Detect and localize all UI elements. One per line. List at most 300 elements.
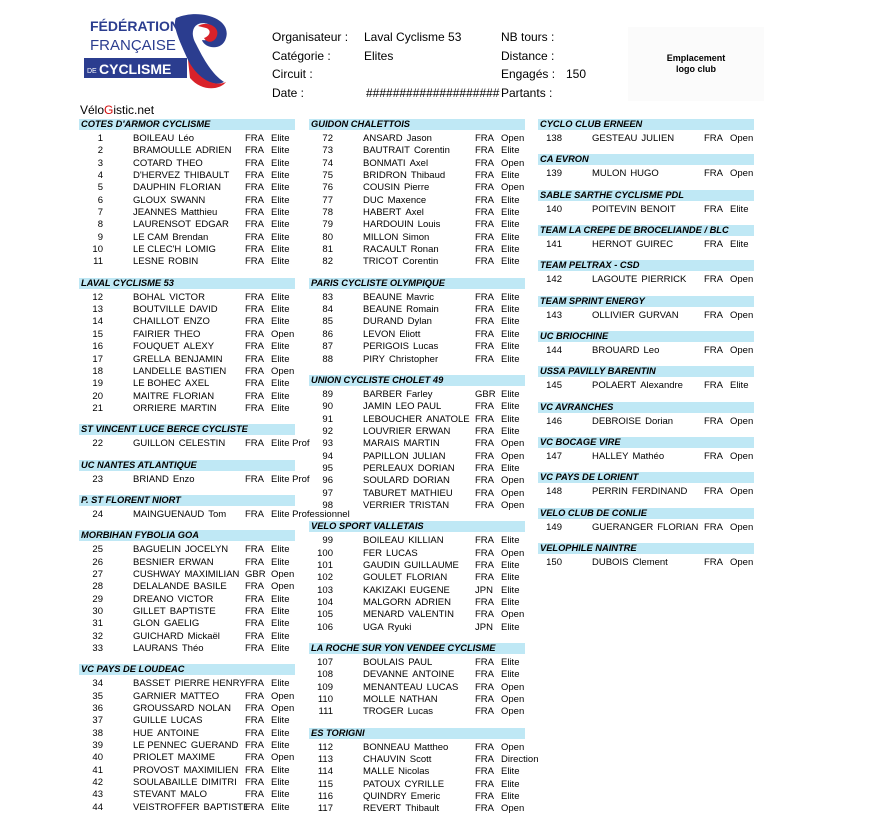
team-gap (538, 499, 754, 508)
rider-category: Elite (271, 643, 290, 654)
rider-lastname: BOILEAU (363, 535, 405, 547)
rider-row (79, 256, 295, 268)
rider-category: Open (501, 157, 525, 169)
rider-nationality: FRA (245, 643, 264, 654)
team-header (538, 402, 754, 414)
rider-firstname: CELESTIN (178, 438, 226, 450)
rider-firstname: ADRIEN (195, 145, 232, 157)
rider-row (538, 133, 754, 145)
rider-name (363, 195, 426, 207)
rider-category: Elite (271, 402, 290, 414)
rider-category: Open (271, 365, 295, 377)
rider-nationality: FRA (245, 194, 264, 206)
rider-row (79, 691, 295, 703)
rider-nationality: FRA (245, 690, 264, 702)
rider-name (592, 416, 673, 428)
rider-number: 109 (317, 681, 333, 693)
rider-lastname: LANDELLE (133, 365, 182, 377)
rider-row (309, 341, 525, 353)
rider-lastname: GLOUX (133, 194, 167, 206)
rider-firstname: Nicolas (398, 766, 430, 778)
rider-nationality: FRA (245, 353, 264, 365)
rider-firstname: VALENTIN (408, 609, 454, 621)
rider-nationality: FRA (475, 475, 494, 487)
rider-lastname: DUBOIS (592, 557, 629, 569)
rider-nationality: FRA (475, 681, 494, 693)
rider-name (363, 438, 440, 450)
rider-nationality: FRA (475, 803, 494, 815)
rider-category: Elite (501, 219, 520, 231)
rider-category: Open (501, 450, 525, 462)
rider-firstname: Farley (406, 388, 433, 400)
rider-firstname: Mathéo (632, 451, 665, 463)
rider-firstname: Lucas (412, 341, 439, 353)
rider-number: 24 (92, 508, 103, 520)
rider-name (133, 403, 217, 415)
rider-name (133, 740, 238, 752)
date-value: #################### (366, 86, 500, 100)
rider-number: 33 (92, 643, 103, 654)
rider-row (79, 802, 295, 814)
rider-number: 7 (97, 207, 103, 219)
rider-firstname: MAXIME (177, 752, 216, 764)
rider-number: 23 (92, 473, 103, 485)
team-header (79, 119, 295, 131)
rider-nationality: FRA (245, 256, 264, 268)
rider-name (363, 500, 449, 512)
team-gap (309, 269, 525, 278)
rider-firstname: BAPTISTE (169, 605, 216, 617)
rider-number: 37 (92, 715, 103, 727)
rider-firstname: THIBAULT (184, 170, 230, 182)
rider-nationality: FRA (475, 341, 494, 353)
rider-row (309, 572, 525, 584)
rider-row (309, 292, 525, 304)
rider-nationality: FRA (704, 380, 723, 392)
rider-firstname: LUCAS (386, 547, 418, 559)
rider-row (79, 715, 295, 727)
rider-category: Open (501, 182, 525, 194)
rider-row (309, 256, 525, 268)
rider-row (309, 232, 525, 244)
rider-row (79, 544, 295, 556)
team-gap (79, 486, 295, 495)
rider-category: Open (501, 438, 525, 450)
rider-category: Elite (271, 618, 290, 630)
rider-number: 78 (322, 207, 333, 219)
rider-nationality: FRA (475, 597, 494, 608)
rider-firstname: GURVAN (638, 309, 679, 321)
rider-nationality: FRA (704, 133, 723, 144)
rider-nationality: FRA (475, 791, 494, 803)
rider-row (79, 391, 295, 403)
rider-lastname: GLON (133, 618, 160, 630)
rider-name (363, 354, 438, 366)
rider-lastname: MAINGUENAUD (133, 508, 205, 520)
rider-lastname: GAUDIN (363, 559, 400, 571)
rider-nationality: FRA (245, 556, 264, 568)
rider-firstname: VICTOR (177, 593, 214, 605)
rider-firstname: Simon (402, 231, 430, 243)
rider-name (363, 754, 431, 766)
rider-firstname: FLORIAN (172, 390, 215, 402)
rider-row (309, 585, 525, 597)
rider-firstname: BASILE (193, 581, 227, 593)
team-header (79, 530, 295, 542)
rider-row (309, 329, 525, 341)
rider-number: 91 (322, 413, 333, 425)
rider-row (538, 310, 754, 322)
rider-name (133, 631, 220, 643)
rider-lastname: VERRIER (363, 499, 406, 511)
rider-category: Elite (271, 133, 290, 144)
rider-lastname: DELALANDE (133, 581, 190, 593)
rider-number: 30 (92, 605, 103, 617)
rider-nationality: FRA (475, 487, 494, 499)
rider-firstname: Thibaud (410, 170, 446, 182)
team-name: ES TORIGNI (309, 728, 525, 739)
rider-category: Elite (501, 462, 520, 474)
rider-nationality: FRA (245, 145, 264, 157)
rider-nationality: FRA (475, 766, 494, 778)
rider-category: Open (501, 487, 525, 499)
rider-name (133, 292, 205, 304)
rider-firstname: NATHAN (399, 694, 438, 706)
rider-lastname: UGA (363, 621, 384, 633)
rider-lastname: GARNIER (133, 690, 177, 702)
rider-number: 18 (92, 365, 103, 377)
rider-row (79, 244, 295, 256)
rider-name (363, 292, 434, 304)
team-gap (538, 145, 754, 154)
team-gap (79, 451, 295, 460)
rider-row (309, 669, 525, 681)
rider-row (309, 548, 525, 560)
rider-firstname: ERWAN (178, 556, 214, 568)
rider-firstname: MARTIN (403, 438, 440, 450)
rider-lastname: LE BOHEC (133, 378, 182, 390)
rider-nationality: FRA (475, 450, 494, 462)
rider-number: 32 (92, 630, 103, 642)
rider-name (363, 791, 440, 803)
rider-nationality: FRA (475, 316, 494, 328)
rider-nationality: FRA (704, 239, 723, 251)
rider-row (309, 158, 525, 170)
rider-nationality: FRA (475, 291, 494, 303)
rider-category: Elite Prof (271, 438, 310, 450)
rider-row (79, 329, 295, 341)
rider-category: Elite Prof (271, 473, 310, 485)
rider-number: 110 (317, 694, 333, 706)
rider-firstname: ALEXY (183, 341, 215, 353)
rider-lastname: GESTEAU (592, 133, 638, 144)
rider-category: Elite (501, 597, 520, 608)
rider-row (79, 618, 295, 630)
rider-nationality: FRA (475, 559, 494, 571)
rider-firstname: GUERAND (190, 740, 239, 752)
rider-number: 16 (92, 341, 103, 353)
team-header (538, 119, 754, 131)
rider-category: Elite (501, 401, 520, 413)
logo-text-federation: FÉDÉRATION (90, 18, 180, 34)
rider-category: Elite (501, 145, 520, 157)
rider-number: 6 (97, 194, 103, 206)
rider-category: Elite (501, 657, 520, 669)
rider-row (79, 728, 295, 740)
rider-number: 150 (546, 557, 562, 569)
rider-firstname: THEO (176, 157, 203, 169)
rider-number: 40 (92, 752, 103, 764)
rider-name (592, 451, 664, 463)
rider-name (133, 341, 214, 353)
rider-lastname: GROUSSARD (133, 703, 195, 715)
rider-number: 28 (92, 581, 103, 593)
rider-name (363, 304, 439, 316)
rider-nationality: FRA (245, 157, 264, 169)
rider-category: Elite (271, 777, 290, 789)
team-header (309, 375, 525, 387)
rider-number: 76 (322, 182, 333, 194)
rider-lastname: HERNOT (592, 239, 633, 251)
rider-lastname: REVERT (363, 803, 402, 815)
rider-number: 100 (317, 547, 333, 559)
rider-firstname: Matthieu (180, 207, 218, 219)
rider-name (133, 219, 229, 231)
rider-row (538, 522, 754, 534)
rider-firstname: MATHIEU (410, 487, 453, 499)
rider-nationality: JPN (475, 584, 493, 596)
rider-name (133, 158, 203, 170)
rider-nationality: FRA (245, 402, 264, 414)
rider-nationality: FRA (245, 544, 264, 556)
rider-lastname: BARBER (363, 388, 403, 400)
rider-number: 139 (546, 168, 562, 180)
rider-nationality: FRA (475, 244, 494, 256)
rider-name (363, 560, 459, 572)
rider-row (79, 643, 295, 655)
rider-number: 79 (322, 219, 333, 231)
team-name: TEAM SPRINT ENERGY (538, 296, 754, 307)
organisateur-label: Organisateur : (272, 30, 349, 44)
team-name: VC BOCAGE VIRE (538, 437, 754, 448)
rider-lastname: POLAERT (592, 380, 637, 392)
rider-lastname: GUICHARD (133, 630, 184, 642)
rider-lastname: DREANO (133, 593, 174, 605)
club-logo-line2: logo club (676, 64, 716, 74)
team-header (538, 331, 754, 343)
rider-nationality: FRA (475, 462, 494, 474)
rider-nationality: FRA (245, 752, 264, 764)
rider-lastname: D'HERVEZ (133, 170, 181, 182)
rider-firstname: BAPTISTE (203, 801, 250, 813)
rider-nationality: FRA (245, 390, 264, 402)
rider-nationality: FRA (475, 499, 494, 511)
rider-name (133, 232, 208, 244)
rider-name (363, 256, 438, 268)
team-name: VC AVRANCHES (538, 402, 754, 413)
engages-label: Engagés : (501, 67, 556, 81)
team-name: LA ROCHE SUR YON VENDEE CYCLISME (309, 643, 525, 654)
rider-nationality: FRA (475, 669, 494, 681)
rider-category: Elite (501, 388, 520, 400)
rider-firstname: Romain (406, 304, 439, 316)
rider-number: 99 (322, 535, 333, 547)
rider-row (309, 609, 525, 621)
rider-number: 108 (317, 669, 333, 681)
rider-lastname: MOLLE (363, 694, 396, 706)
rider-row (309, 706, 525, 718)
rider-nationality: FRA (475, 535, 494, 547)
rider-name (592, 345, 659, 357)
rider-number: 89 (322, 388, 333, 400)
rider-nationality: FRA (704, 274, 723, 286)
rider-lastname: PATOUX (363, 778, 401, 790)
rider-firstname: GAELIG (163, 618, 200, 630)
rider-number: 87 (322, 341, 333, 353)
rider-name (133, 244, 216, 256)
rider-number: 1 (97, 133, 103, 144)
rider-firstname: Pierre (403, 182, 430, 194)
rider-row (309, 316, 525, 328)
rider-nationality: FRA (245, 703, 264, 715)
rider-name (133, 256, 198, 268)
rider-name (363, 657, 432, 669)
team-gap (538, 287, 754, 296)
rider-name (133, 606, 216, 618)
rider-row (79, 366, 295, 378)
team-name: ST VINCENT LUCE BERCE CYCLISTE (79, 424, 295, 435)
rider-row (79, 678, 295, 690)
rider-row (538, 451, 754, 463)
rider-name (363, 451, 446, 463)
team-header (538, 190, 754, 202)
rider-row (309, 195, 525, 207)
rider-firstname: Axel (405, 207, 424, 219)
rider-name (363, 329, 420, 341)
rider-nationality: FRA (245, 630, 264, 642)
rider-name (133, 594, 213, 606)
rider-name (133, 509, 226, 521)
rider-number: 90 (322, 401, 333, 413)
rider-row (79, 631, 295, 643)
circuit-label: Circuit : (272, 67, 313, 81)
rider-nationality: GBR (245, 568, 266, 580)
brand-part-b: G (104, 103, 114, 117)
rider-row (309, 182, 525, 194)
team-gap (538, 393, 754, 402)
rider-category: Open (271, 703, 295, 715)
rider-firstname: FERDINAND (631, 486, 688, 498)
rider-number: 4 (97, 170, 103, 182)
rider-lastname: GUILLE (133, 715, 167, 727)
rider-row (79, 581, 295, 593)
rider-nationality: FRA (704, 415, 723, 427)
rider-firstname: PAUL (408, 657, 433, 669)
rider-number: 74 (322, 157, 333, 169)
rider-firstname: BENOIT (640, 203, 676, 215)
rider-name (592, 522, 698, 534)
rider-number: 20 (92, 390, 103, 402)
rider-name (133, 366, 226, 378)
rider-name (363, 694, 438, 706)
rider-number: 26 (92, 556, 103, 568)
rider-category: Open (730, 521, 754, 533)
rider-category: Open (271, 568, 295, 580)
rider-nationality: FRA (475, 572, 494, 584)
rider-nationality: FRA (475, 741, 494, 753)
categorie-label: Catégorie : (272, 49, 331, 63)
rider-name (363, 389, 432, 401)
rider-nationality: FRA (245, 133, 264, 144)
rider-category: Open (271, 581, 295, 593)
rider-row (309, 766, 525, 778)
rider-category: Open (501, 609, 525, 621)
rider-row (309, 535, 525, 547)
rider-nationality: FRA (475, 754, 494, 766)
rider-firstname: ADRIEN (415, 597, 451, 608)
rider-name (363, 414, 470, 426)
rider-name (592, 557, 668, 569)
rider-category: Elite (271, 341, 290, 353)
rider-row (538, 557, 754, 569)
team-gap (79, 269, 295, 278)
team-name: P. ST FLORENT NIORT (79, 495, 295, 506)
team-gap (79, 655, 295, 664)
rider-firstname: Corentin (413, 145, 450, 157)
rider-nationality: FRA (475, 133, 494, 144)
rider-firstname: Maxence (387, 194, 427, 206)
rider-firstname: Christopher (389, 353, 439, 365)
rider-category: Elite (271, 244, 290, 256)
rider-name (363, 158, 428, 170)
rider-row (309, 463, 525, 475)
team-header (79, 278, 295, 290)
rider-category: Elite (730, 380, 749, 392)
rider-nationality: FRA (475, 425, 494, 437)
rider-lastname: BEAUNE (363, 291, 403, 303)
rider-firstname: Tom (208, 508, 227, 520)
rider-nationality: FRA (475, 207, 494, 219)
rider-lastname: PROVOST (133, 764, 180, 776)
rider-number: 146 (546, 415, 562, 427)
rider-lastname: HARDOUIN (363, 219, 414, 231)
rider-row (309, 500, 525, 512)
rider-name (133, 133, 194, 145)
rider-firstname: FLORIAN (657, 521, 699, 533)
rider-number: 148 (546, 486, 562, 498)
rider-nationality: FRA (475, 157, 494, 169)
rider-name (592, 133, 674, 145)
rider-category: Elite (271, 764, 290, 776)
distance-label: Distance : (501, 49, 555, 63)
rider-lastname: DAUPHIN (133, 182, 176, 194)
rider-number: 38 (92, 727, 103, 739)
rider-row (79, 145, 295, 157)
rider-number: 115 (317, 778, 333, 790)
rider-name (363, 488, 453, 500)
rider-firstname: DAVID (189, 304, 218, 316)
rider-row (538, 274, 754, 286)
team-gap (79, 521, 295, 530)
rider-number: 101 (317, 559, 333, 571)
rider-name (592, 168, 659, 180)
rider-firstname: Enzo (172, 473, 195, 485)
team-gap (538, 251, 754, 260)
rider-row (79, 703, 295, 715)
team-name: VELO CLUB DE CONLIE (538, 508, 754, 519)
rider-firstname: Jason (406, 133, 432, 144)
rider-number: 43 (92, 789, 103, 801)
